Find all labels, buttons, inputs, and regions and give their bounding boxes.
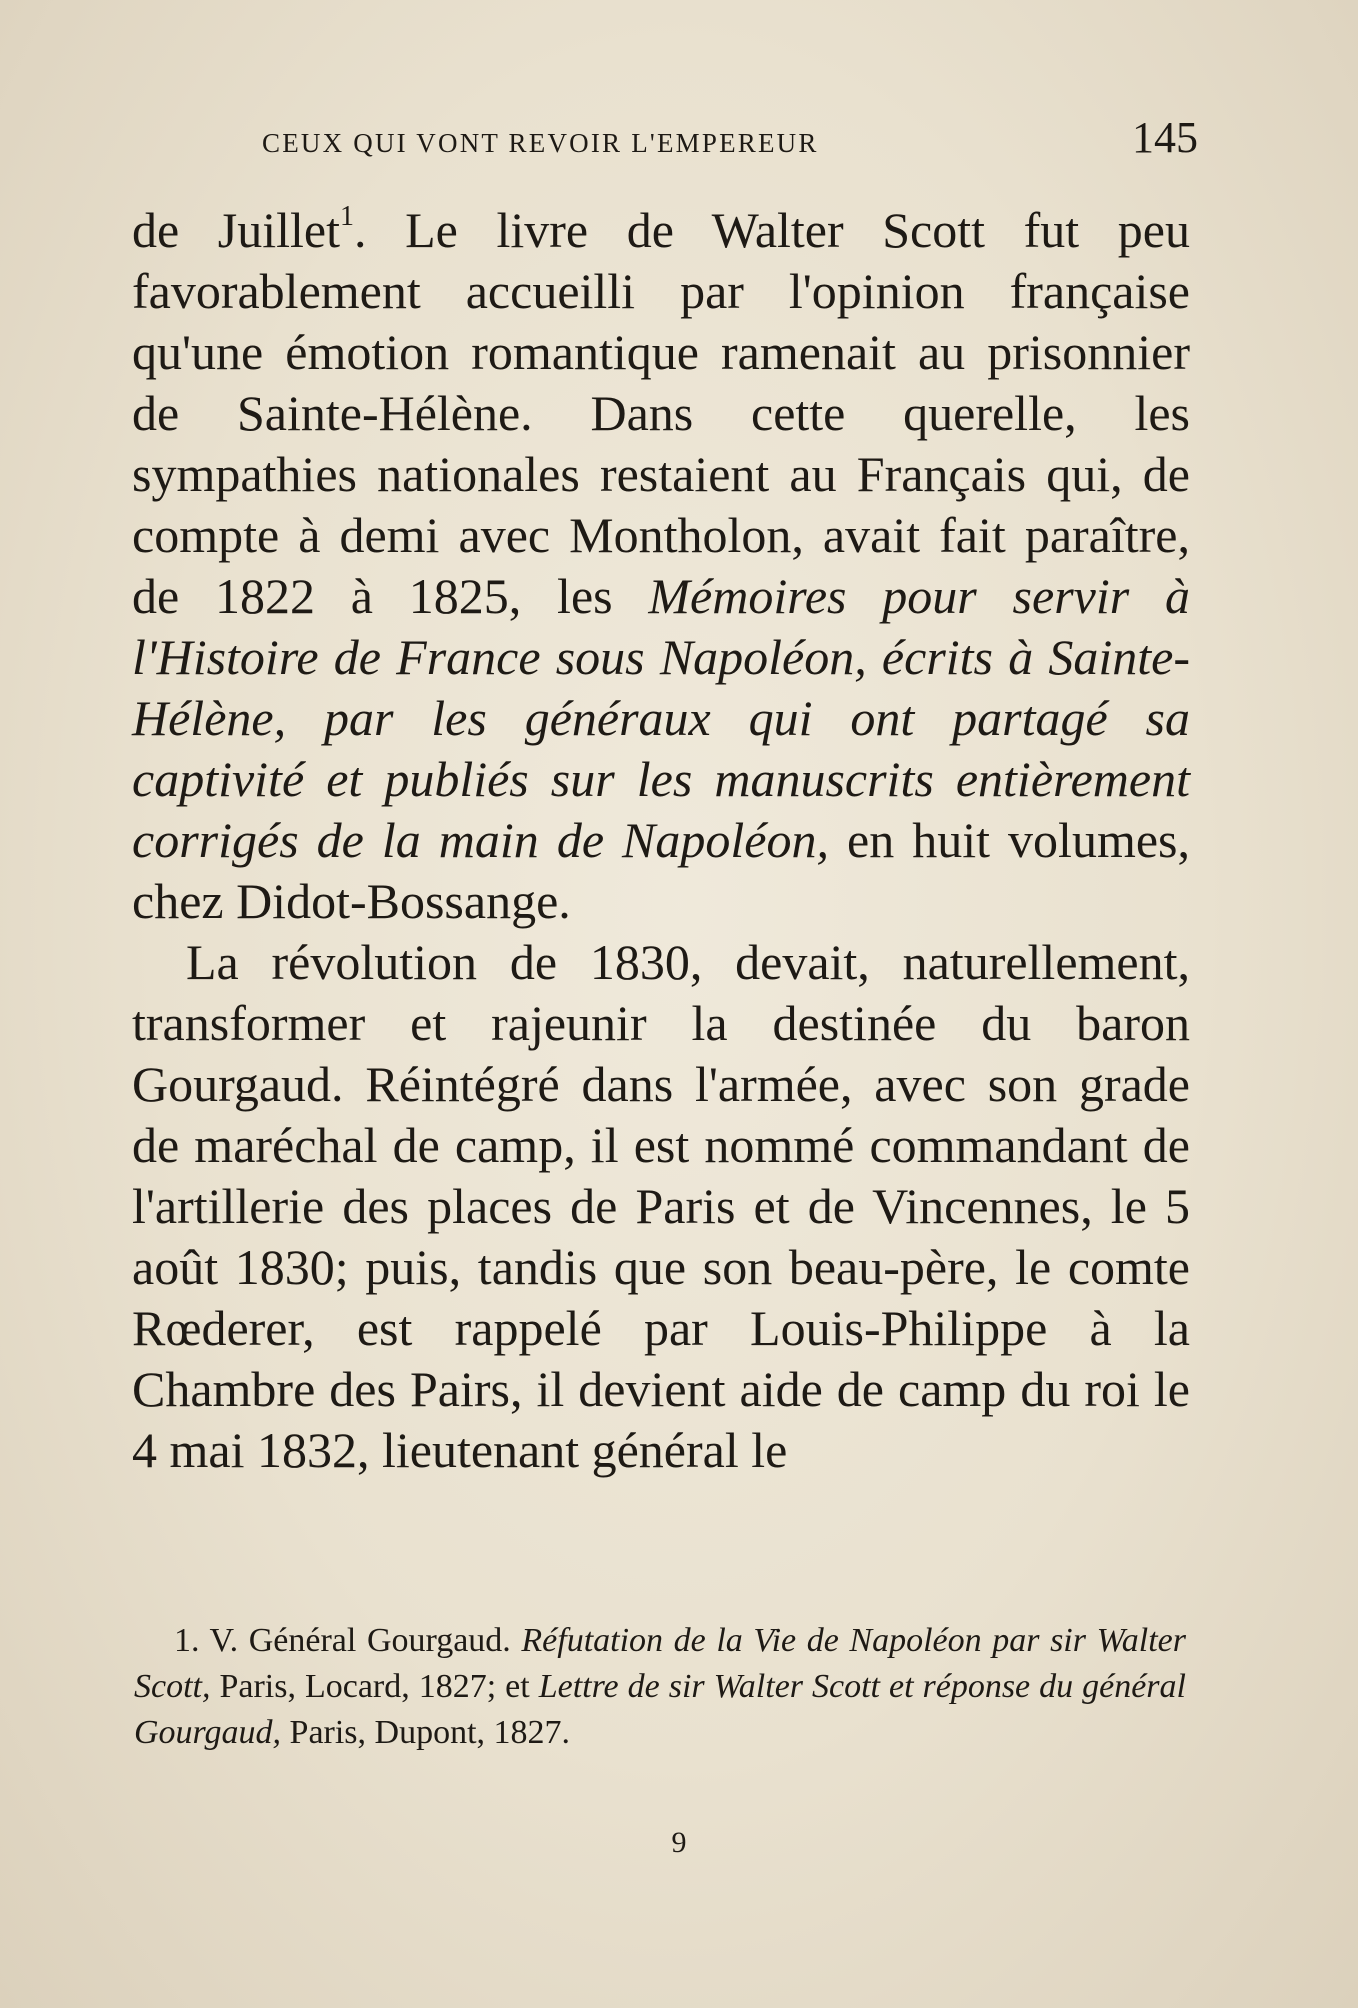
footnote-number: 1. V. Général Gourgaud.	[174, 1622, 522, 1659]
footnote-title-1: Réfutation de la Vie de Napoléon par sir Walter Scott,	[134, 1622, 1186, 1705]
paragraph-1-end: en huit volumes, chez Didot-Bossange.	[132, 812, 1190, 929]
footnote-marker: 1	[340, 201, 355, 232]
signature-mark: 9	[671, 1826, 687, 1859]
page-header	[262, 112, 1198, 162]
footnote-title-2: Lettre de sir Walter Scott et réponse du général Gourgaud,	[134, 1668, 1186, 1751]
paragraph-1-text: . Le livre de Walter Scott fut peu favorablement accueilli par l'opinion française qu'une émotion romantique ramenait au prisonnier de Sainte-Hélène. Dans cette querelle, les sympathies nationales restaient au Français qui, de compte à demi avec Montholon, avait fait paraître, de 1822 à 1825, les	[132, 202, 1190, 624]
memoires-title: Mémoires pour servir à l'Histoire de France sous Napoléon, écrits à Sainte-Hélène, par les généraux qui ont partagé sa captivité et publiés sur les manuscrits entièrement corrigés de la main de Napoléon,	[132, 568, 1190, 868]
footnote	[134, 1618, 1186, 1756]
paragraph-1	[132, 200, 1190, 932]
footnote-1	[134, 1618, 1186, 1756]
paragraph-1-start: de Juillet	[132, 202, 341, 258]
main-text	[132, 200, 1190, 1481]
running-head: CEUX QUI VONT REVOIR L'EMPEREUR	[262, 128, 819, 158]
page-number: 145	[1132, 113, 1198, 162]
footnote-text-2: Paris, Dupont, 1827.	[281, 1714, 571, 1751]
paragraph-2: La révolution de 1830, devait, naturellement, transformer et rajeunir la destinée du baron Gourgaud. Réintégré dans l'armée, avec son grade de maréchal de camp, il est nommé commandant de l'artillerie des places de Paris et de Vincennes, le 5 août 1830; puis, tandis que son beau-père, le comte Rœderer, est rappelé par Louis-Philippe à la Chambre des Pairs, il devient aide de camp du roi le 4 mai 1832, lieutenant général le	[132, 934, 1190, 1478]
footnote-text-1: Paris, Locard, 1827; et	[210, 1668, 539, 1705]
